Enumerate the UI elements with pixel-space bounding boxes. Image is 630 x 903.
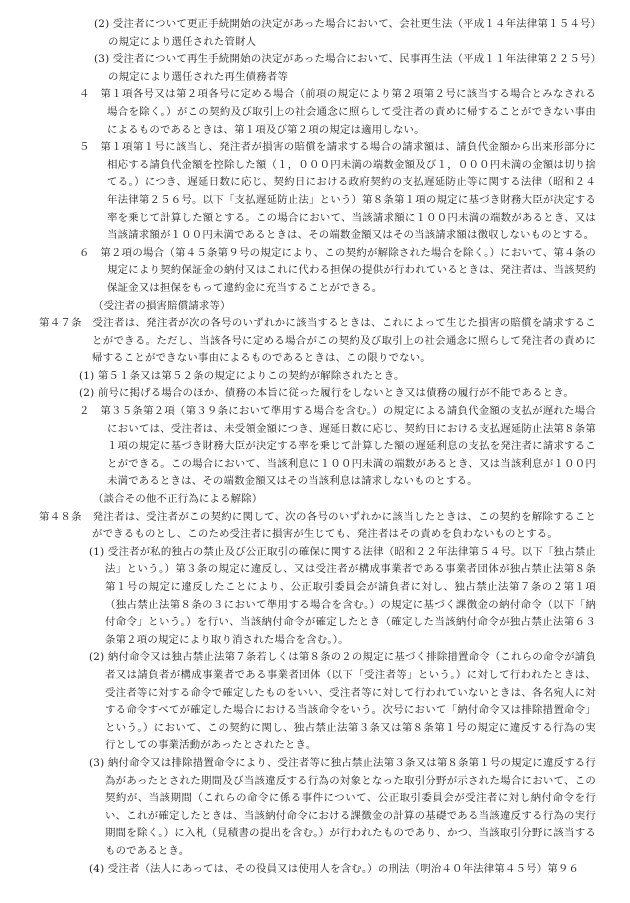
article-47: 第４７条 受注者は、発注者が次の各号のいずれかに該当するときは、これによって生じた損害の賠償を請求することができる。ただし、当該各号に定める場合がこの契約及び取引上の社会通念に照らして発注者の責めに帰することができない事由によるものであるときは、この限りでない。 bbox=[39, 317, 596, 365]
article-48-item-3: (3) 納付命令又は排除措置命令により、受注者等に独占禁止法第３条又は第８条第１号の規定に違反する行為があったとされた期間及び当該違反する行為の対象となった取引分野が示された場合において、この契約が、当該期間（これらの命令に係る事件について、公正取引委員会が受注者に対し納付命令を行い、これが確定したときは、当該納付命令における課徴金の計算の基礎である当該違反する行為の実行期間を除く。）に入札（見積書の提出を含む。）が行われたものであり、かつ、当該取引分野に該当するものであるとき。 bbox=[89, 756, 596, 857]
article-48: 第４８条 発注者は、受注者がこの契約に関して、次の各号のいずれかに該当したときは、この契約を解除することができるものとし、このため受注者に損害が生じても、発注者はその責めを負わないものとする。 bbox=[39, 510, 596, 541]
article-48-item-4: (4) 受注者（法人にあっては、その役員又は使用人を含む。）の刑法（明治４０年法律第４５号）第９６ bbox=[89, 862, 580, 875]
paragraph-6: ６ 第２項の場合（第４５条第９号の規定により、この契約が解除された場合を除く。）において、第４条の規定により契約保証金の納付又はこれに代わる担保の提供が行われているときは、発注者は、当該契約保証金又は担保をもって違約金に充当することができる。 bbox=[79, 246, 596, 294]
article-47-item-1: (1) 第５１条又は第５２条の規定によりこの契約が解除されたとき。 bbox=[79, 369, 405, 382]
article-48-item-2: (2) 納付命令又は独占禁止法第７条若しくは第８条の２の規定に基づく排除措置命令（これらの命令が請負者又は請負者が構成事業者である事業者団体（以下「受注者等」という。）に対して行われたときは、受注者等に対する命令で確定したものをいい、受注者等に対して行われていないときは、各名宛人に対する命令すべてが確定した場合における当該命令をいう。次号において「納付命令又は排除措置命令」という。）において、この契約に関し、独占禁止法第３条又は第８条第１号の規定に違反する行為の実行としての事業活動があったとされたとき。 bbox=[89, 651, 596, 752]
article-47-item-2: (2) 前号に掲げる場合のほか、債務の本旨に従った履行をしないとき又は債務の履行が不能であるとき。 bbox=[79, 387, 574, 400]
article-47-paragraph-2: ２ 第３５条第２項（第３９条において準用する場合を含む。）の規定による請負代金額の支払が遅れた場合においては、受注者は、未受領金額につき、遅延日数に応じ、契約日における支払遅延防止法第８条第１項の規定に基づき財務大臣が決定する率を乗じて計算した額の遅延利息の支払を発注者に請求することができる。この場合において、当該利息に１００円未満の端数があるとき、又は当該利息が１００円未満であるときは、その端数金額又はその当該利息は請求しないものとする。 bbox=[79, 405, 596, 488]
subitem-2-corporate-reorganization: (2) 受注者について更正手続開始の決定があった場合において、会社更生法（平成１４年法律第１５４号）の規定により選任された管財人 bbox=[94, 18, 596, 48]
article-47-heading: （受注者の損害賠償請求等） bbox=[93, 299, 231, 312]
document-page bbox=[0, 16, 630, 878]
subitem-3-civil-rehabilitation: (3) 受注者について再生手続開始の決定があった場合において、民事再生法（平成１１年法律第２２５号）の規定により選任された再生債務者等 bbox=[94, 53, 596, 83]
article-48-item-1: (1) 受注者が私的独占の禁止及び公正取引の確保に関する法律（昭和２２年法律第５４号。以下「独占禁止法」という。）第３条の規定に違反し、又は受注者が構成事業者である事業者団体が独占禁止法第８条第１号の規定に違反したことにより、公正取引委員会が請負者に対し、独占禁止法第７条の２第１項（独占禁止法第８条の３において準用する場合を含む。）の規定に基づく課徴金の納付命令（以下「納付命令」という。）を行い、当該納付命令が確定したとき（確定した当該納付命令が独占禁止法第６３条第２項の規定により取り消された場合を含む。）。 bbox=[89, 545, 596, 646]
article-48-heading: （談合その他不正行為による解除） bbox=[93, 493, 263, 506]
paragraph-5: ５ 第１項第１号に該当し、発注者が損害の賠償を請求する場合の請求額は、請負代金額から出来形部分に相応する請負代金額を控除した額（１，０００円未満の端数金額及び１，０００円未満の金額は切り捨てる。）につき、遅延日数に応じ、契約日における政府契約の支払遅延防止等に関する法律（昭和２４年法律第２５６号。以下「支払遅延防止法」という）第８条第１項の規定に基づき財務大臣が決定する率を乗じて計算した額とする。この場合において、当該請求額に１００円未満の端数があるとき、又は当該請求額が１００円未満であるときは、その端数金額又はその当該請求額は徴収しないものとする。 bbox=[79, 141, 596, 242]
paragraph-4: ４ 第１項各号又は第２項各号に定める場合（前項の規定により第２項第２号に該当する場合とみなされる場合を除く。）がこの契約及び取引上の社会通念に照らして受注者の責めに帰することができない事由によるものであるときは、第１項及び第２項の規定は適用しない。 bbox=[79, 88, 596, 136]
